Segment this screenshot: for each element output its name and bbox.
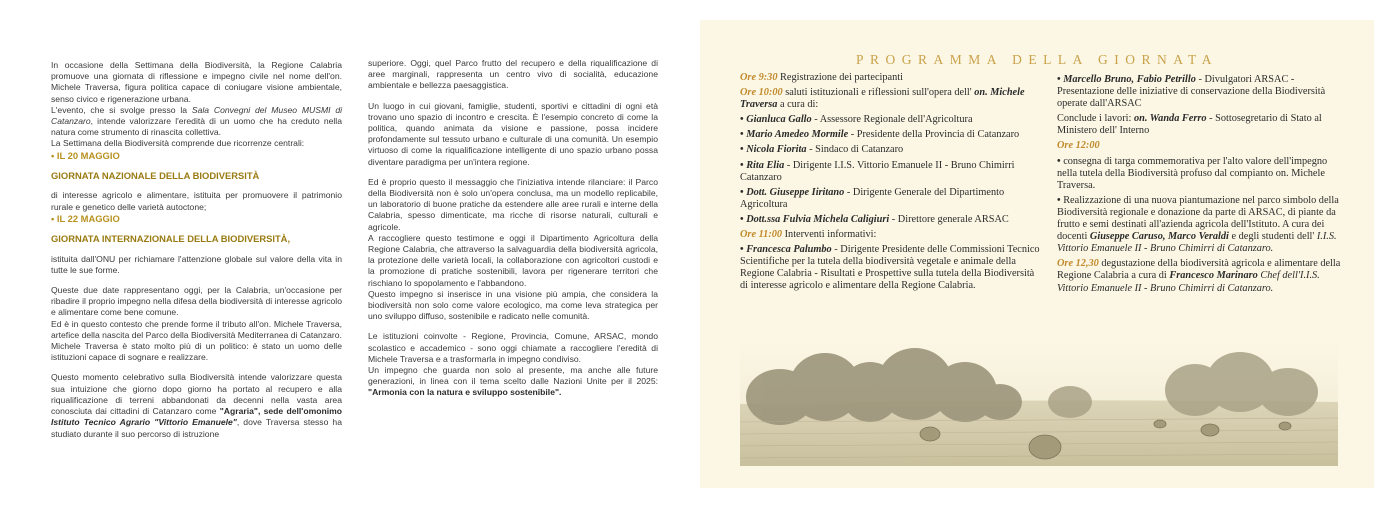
slot-text: a cura di: xyxy=(777,99,819,111)
message-paragraph: Ed è proprio questo il messaggio che l'iniziativa intende rilanciare: il Parco della Biodiversità non è solo un'opera conclusa, ma un modello replicabile, un laboratorio di buone pratiche da estendere alle aree rurali e interne della Calabria, spesso dimenticate, ma ricche di risorse naturali, culturali e agricole. xyxy=(368,176,658,232)
traversa-paragraph: Michele Traversa è stato molto più di un politico: è stato un uomo delle istituzioni capace di sognare e realizzare. xyxy=(51,341,342,363)
time-label: Ore 12,30 xyxy=(1057,258,1099,270)
calabria-paragraph: Queste due date rappresentano oggi, per la Calabria, un'occasione per ribadire il proprio impegno nella difesa della biodiversità di interesse agricolo e alimentare come bene comune. xyxy=(51,285,342,318)
slot-text: Interventi informativi: xyxy=(782,229,877,241)
speaker-name: Francesca Palumbo xyxy=(746,244,832,256)
un-theme-text: "Armonia con la natura e sviluppo sostenibile". xyxy=(368,387,562,398)
speaker-name: Nicola Fiorita xyxy=(746,144,807,156)
programme-panel xyxy=(700,20,1374,488)
conclusion-text: Conclude i lavori: xyxy=(1057,113,1134,125)
time-slot-1230 xyxy=(1057,258,1347,294)
date-heading-1: • IL 20 MAGGIO xyxy=(51,149,120,161)
time-label: Ore 12:00 xyxy=(1057,140,1100,152)
celebration-text: Questo momento celebrativo sulla Biodiversità intende valorizzare questa sua intuizione che giorno dopo giorno ha portato al recupero e alla riqualificazione di terreni abbandonati da decenni nella vasta area conosciuta dai cittadini di Catanzaro come xyxy=(51,372,342,417)
speaker-role: - Presidente della Provincia di Catanzaro xyxy=(848,129,1020,141)
speaker-role: - Divulgatori ARSAC - Presentazione delle iniziative di conservazione della Biodiversità operate dall'ARSAC xyxy=(1057,74,1326,110)
speaker-item xyxy=(1057,74,1347,110)
event-paragraph xyxy=(51,105,342,139)
programme-title: PROGRAMMA DELLA GIORNATA xyxy=(856,52,1218,67)
commitment-paragraph: Questo impegno si inserisce in una visione più ampia, che considera la biodiversità non solo come valore ecologico, ma come leva strategica per uno sviluppo diffuso, sostenibile e radicato nelle comunità. xyxy=(368,288,658,322)
venue-text: Sala Convegni del Museo MUSMI di Catanzaro xyxy=(51,104,343,127)
time-label: Ore 11:00 xyxy=(740,229,783,241)
speaker-item xyxy=(740,144,1040,156)
sede-text: , sede dell'omonimo xyxy=(257,406,342,417)
date-text-2: istituita dall'ONU per richiamare l'attenzione globale sul valore della vita in tutte le sue forme. xyxy=(51,253,342,275)
speaker-name: Mario Amedeo Mormile xyxy=(746,129,849,141)
planting-text: Realizzazione di una nuova piantumazione nel parco simbolo della Biodiversità regionale e donazione da parte di ARSAC, di piante da frutto e semi destinati all'azienda agricola dell'Istituto. A cura dei docenti xyxy=(1057,194,1339,243)
speaker-name: Rita Elia xyxy=(746,159,785,171)
speaker-name: Gianluca Gallo xyxy=(746,114,812,126)
speaker-role: - Assessore Regionale dell'Agricoltura xyxy=(811,114,973,126)
plaque-item: • consegna di targa commemorativa per l'alto valore dell'impegno nella tutela della Biodiversità profuso dal compianto on. Michele Traversa. xyxy=(1057,156,1347,192)
speaker-item xyxy=(740,214,1040,226)
programme-column-1 xyxy=(740,72,1040,296)
slot-text: saluti istituzionali e riflessioni sull'opera dell' xyxy=(782,87,975,99)
event-text: L'evento, che si svolge presso la xyxy=(51,104,192,115)
honoree-name: on. Michele Traversa xyxy=(740,87,1025,111)
future-text: Un impegno che guarda non solo al presente, ma anche alle future generazioni, in linea con il tema scelto dalle Nazioni Unite per il 2025: xyxy=(368,365,658,387)
slot-text: Registrazione dei partecipanti xyxy=(777,72,903,83)
time-slot-0930 xyxy=(740,72,1040,84)
hay-field-illustration xyxy=(740,342,1338,466)
date-heading-2: • IL 22 MAGGIO xyxy=(51,212,120,224)
intro-paragraph: In occasione della Settimana della Biodiversità, la Regione Calabria promuove una giornata di riflessione e impegno civile nel nome dell'on. Michele Traversa, figura politica capace di coniugare visione ambientale, senso civico e rigenerazione urbana. xyxy=(51,60,342,104)
text-column-2 xyxy=(368,58,658,399)
chef-name: Francesco Marinaro xyxy=(1169,270,1258,282)
speaker-name: Dott. Giuseppe Iiritano xyxy=(746,186,845,198)
speaker-role: - Direttore generale ARSAC xyxy=(889,213,1009,225)
future-paragraph xyxy=(368,365,658,399)
time-slot-1200 xyxy=(1057,140,1347,152)
speaker-role: - Sottosegretario di Stato al Ministero dell' Interno xyxy=(1057,113,1322,137)
speaker-name: Dott.ssa Fulvia Michela Caligiuri xyxy=(746,213,890,225)
institute-text: Istituto Tecnico Agrario "Vittorio Emanuele" xyxy=(51,417,237,428)
text-column-1 xyxy=(51,60,342,440)
speaker-name: on. Wanda Ferro xyxy=(1133,113,1207,125)
agraria-text: "Agraria" xyxy=(219,406,258,417)
time-slot-1100 xyxy=(740,229,1040,241)
speaker-item xyxy=(740,160,1040,184)
week-paragraph: La Settimana della Biodiversità comprende due ricorrenze centrali: xyxy=(51,138,305,149)
department-paragraph: A raccogliere questo testimone e oggi il Dipartimento Agricoltura della Regione Calabria, che attraverso la salvaguardia della biodiversità agricola, la protezione delle varietà locali, la collaborazione con agricoltori custodi e la promozione di pratiche sostenibili, lavora per rigenerare territori che rischiano lo spopolamento e l'abbandono. xyxy=(368,232,658,288)
speaker-role: - Dirigente Generale del Dipartimento Agricoltura xyxy=(740,186,1005,210)
speaker-role: - Dirigente I.I.S. Vittorio Emanuele II - Bruno Chimirri Catanzaro xyxy=(740,159,1015,183)
speaker-item xyxy=(740,129,1040,141)
speaker-item xyxy=(740,187,1040,211)
speaker-name: Marcello Bruno, Fabio Petrillo xyxy=(1063,74,1196,85)
planting-item xyxy=(1057,195,1347,255)
place-paragraph: Un luogo in cui giovani, famiglie, studenti, sportivi e cittadini di ogni età trovano uno spazio di incontro e crescita. È l'esempio concreto di come la politica, quando animata da visione e passione, possa incidere profondamente sul tessuto urbano e culturale di una comunità. Un esempio virtuoso di come la riqualificazione intelligente di uno spazio urbano possa diventare paradigma per un'intera regione. xyxy=(368,100,658,167)
date-title-1: GIORNATA NAZIONALE DELLA BIODIVERSITÀ xyxy=(51,170,260,182)
celebration-paragraph xyxy=(51,372,342,439)
speaker-item xyxy=(740,114,1040,126)
tribute-paragraph: Ed è in questo contesto che prende forme il tributo all'on. Michele Traversa, artefice della nascita del Parco della Biodiversità Mediterranea di Catanzaro. xyxy=(51,318,342,340)
time-label: Ore 10:00 xyxy=(740,87,783,99)
date-title-2: GIORNATA INTERNAZIONALE DELLA BIODIVERSITÀ, xyxy=(51,233,291,245)
celebration-text-2: , dove Traversa stesso ha studiato durante il suo percorso di istruzione xyxy=(51,417,342,439)
speaker-role: - Dirigente Presidente delle Commissioni Tecnico Scientifiche per la tutela della biodiversità vegetale e animale della Regione Calabria - Risultati e Prospettive sulla tutela della Biodiversità di interesse agricolo e alimentare della Regione Calabria. xyxy=(740,244,1040,292)
chef-role: Chef dell'I.I.S. Vittorio Emanuele II - Bruno Chimirri di Catanzaro. xyxy=(1057,270,1320,294)
planting-text-2: e degli studenti dell' xyxy=(1228,231,1317,243)
speaker-item xyxy=(740,244,1040,292)
right-page xyxy=(692,0,1386,507)
slot-text: degustazione della biodiversità agricola e alimentare della Regione Calabria a cura di xyxy=(1057,258,1341,282)
event-text-2: , intende valorizzare l'eredità di un uomo che ha creduto nella natura come strumento di rinascita collettiva. xyxy=(51,116,342,138)
institutions-paragraph: Le istituzioni coinvolte - Regione, Provincia, Comune, ARSAC, mondo scolastico e accademico - sono oggi chiamate a raccogliere l'eredità di Michele Traversa e a trasformarla in impegno condiviso. xyxy=(368,331,658,364)
programme-column-2 xyxy=(1057,74,1347,298)
time-label: Ore 9:30 xyxy=(740,72,778,83)
date-text-1: di interesse agricolo e alimentare, istituita per promuovere il patrimonio rurale e genetico delle varietà autoctone; xyxy=(51,190,342,212)
school-name: I.I.S. Vittorio Emanuele II - Bruno Chimirri di Catanzaro. xyxy=(1057,231,1337,255)
park-paragraph: superiore. Oggi, quel Parco frutto del recupero e della riqualificazione di aree marginali, rappresenta un centro vivo di socialità, educazione ambientale e bellezza paesaggistica. xyxy=(368,58,658,91)
teacher-names: Giuseppe Caruso, Marco Veraldi xyxy=(1089,231,1229,243)
left-page xyxy=(0,0,692,507)
time-slot-1000 xyxy=(740,87,1040,111)
conclusion-line xyxy=(1057,113,1347,137)
speaker-role: - Sindaco di Catanzaro xyxy=(806,144,904,156)
